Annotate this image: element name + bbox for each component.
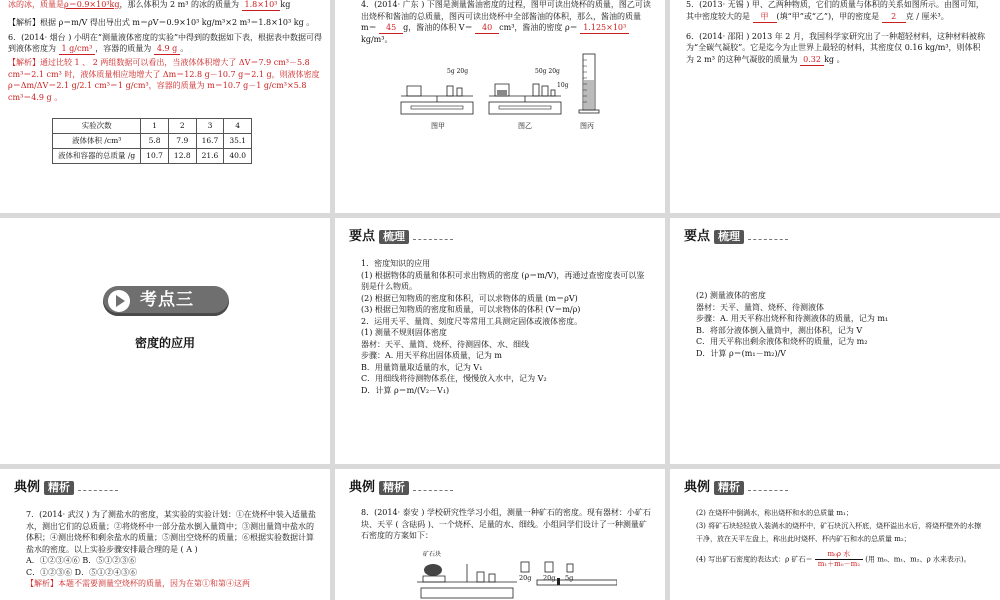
list-item: (1) 测量不规则固体密度	[361, 328, 447, 337]
step-3: (3) 将矿石块轻轻放入装满水的烧杯中，矿石块沉入杯底，烧杯溢出水后，将烧杯壁外的水擦干净，放在天平左盘上，称出此时烧杯、杯内矿石和水的总质量 m₂；	[696, 522, 982, 543]
table-cell: 4	[224, 119, 252, 134]
list-item: D．计算 ρ＝(m₁－m₂)/V	[696, 348, 786, 358]
list-item: C．用细线将待测物体系住，慢慢放入水中，记为 V₂	[361, 374, 547, 383]
q7-options-1: A．①②③④⑥ B．⑤①②③⑥	[26, 556, 137, 565]
section-header: 典例 精析	[14, 481, 118, 495]
answer-blank: 2	[882, 12, 906, 23]
denominator: m₁＋m₀－m₂	[817, 560, 861, 568]
table-row	[53, 149, 252, 164]
list-item: 1．密度知识的应用	[361, 259, 431, 268]
q7-analysis: 【解析】本题不需要测量空烧杯的质量，因为在第①和第④这两	[26, 579, 250, 588]
list-item: 步骤：A. 用天平称出烧杯和待测液体的质量，记为 m₁	[696, 314, 889, 323]
balance-figure	[417, 560, 517, 600]
slide-4	[0, 218, 330, 464]
answer-blank: 4.9 g	[154, 44, 180, 55]
slide-9	[670, 469, 1000, 600]
weight-label-b: 20g	[543, 574, 556, 582]
list-item: C．用天平称出剩余液体和烧杯的质量，记为 m₂	[696, 337, 868, 346]
q7-options-2: C．①②③⑥ D．⑤①②④③⑥	[26, 567, 138, 577]
table-row	[53, 119, 252, 134]
weight-label-a: 20g	[519, 574, 532, 582]
weights-and-scale	[517, 556, 617, 586]
key-points	[361, 258, 651, 396]
answer-blank: 甲	[753, 12, 777, 23]
q4-text: 4．(2014· 广东 ) 下图是测量酱油密度的过程，图甲可读出烧杯的质量，图乙可读出烧杯和酱油的总质量，图丙可读出烧杯中全部酱油的体积，那么，酱油的质量 m＝ 45 g，酱油的体积 V＝ 40 cm³，酱油的密度 ρ＝ 1.125×10³kg/m³。	[361, 0, 651, 44]
answer-blank: 45	[379, 23, 403, 34]
table-row	[53, 134, 252, 149]
q7-text: 7．(2014· 武汉 ) 为了测盐水的密度，某实验的实验计划：①在烧杯中装入适量盐水，测出它们的总质量；②将烧杯中一部分盐水倒入量筒中；③测出量筒中盐水的体积；④测出烧杯和剩余盐水的质量；⑤测出空烧杯的质量；⑥根据实验数据计算盐水的密度。以上实验步骤安排最合理的是 ( A )	[26, 510, 316, 554]
list-item: (2) 根据已知物质的密度和体积，可以求物体的质量 (m＝ρV)	[361, 293, 578, 303]
section-badge	[103, 286, 229, 316]
fig-caption-c: 图丙	[580, 122, 594, 130]
list-item: 步骤：A. 用天平称出固体质量，记为 m	[361, 351, 502, 360]
slide-7	[0, 469, 330, 600]
key-points	[696, 290, 986, 359]
slide-3	[670, 0, 1000, 213]
answer-blank: 1.125×10³	[580, 23, 629, 34]
section-header: 典例 精析	[349, 481, 453, 495]
table-cell: 16.7	[196, 134, 224, 149]
q6-text: 6．(2014· 烟台 ) 小明在“测量液体密度的实验”中得到的数据如下表，根据表中数据可得到液体密度为 1 g/cm³ ，容器的质量为 4.9 g 。	[8, 32, 323, 53]
table-cell: 液体体积 /cm³	[53, 134, 141, 149]
list-item: (2) 测量液体的密度	[696, 291, 766, 300]
weight-label-b: 50g 20g	[535, 68, 560, 75]
table-cell: 21.6	[196, 149, 224, 164]
cylinder-figure	[577, 52, 601, 116]
analysis-line: 【解析】根据 ρ＝m/V 得出导出式 m＝ρV＝0.9×10³ kg/m³×2 m³＝1.8×10³ kg 。	[8, 18, 315, 27]
table-cell: 40.0	[224, 149, 252, 164]
table-cell: 2	[168, 119, 196, 134]
list-item: 器材：天平、量筒、烧杯、待测固体、水、细线	[361, 339, 529, 349]
q5-line: 冰的冰，质量是ρ＝0.9×10³kg，那么体积为 2 m³ 的冰的质量为 1.8×10³ kg	[8, 0, 291, 9]
slide-8	[335, 469, 665, 600]
section-header: 典例 精析	[684, 481, 788, 495]
table-cell: 35.1	[224, 134, 252, 149]
step-2: (2) 在烧杯中倒满水，称出烧杯和水的总质量 m₁；	[696, 509, 853, 517]
list-item: B．用量筒量取适量的水，记为 V₁	[361, 362, 483, 372]
answer-blank: 1.8×10³	[242, 0, 281, 11]
play-icon	[108, 290, 130, 312]
step-4: (4) 写出矿石密度的表达式：ρ 矿石＝ m₀ρ 水 m₁＋m₀－m₂ (用 m₀、m₁、m₂、ρ 水来表示)。	[696, 550, 971, 568]
section-title: 考点三	[140, 290, 194, 311]
table-cell: 实验次数	[53, 119, 141, 134]
slide-1	[0, 0, 330, 213]
section-subtitle: 密度的应用	[134, 336, 195, 350]
fraction	[815, 550, 863, 569]
answer-blank: 1 g/cm³	[59, 44, 96, 55]
slide-6	[670, 218, 1000, 464]
list-item: 2．运用天平、量筒、刻度尺等常用工具测定固体或液体密度。	[361, 316, 583, 326]
list-item: 器材：天平、量筒、烧杯、待测液体	[696, 302, 824, 312]
fig-caption-a: 图甲	[431, 122, 445, 130]
table-cell: 液体和容器的总质量 /g	[53, 149, 141, 164]
weight-label-c: 10g	[557, 82, 569, 89]
answer-blank: 40	[475, 23, 499, 34]
numerator: m₀ρ 水	[815, 550, 863, 560]
section-header: 要点 梳理	[684, 230, 788, 244]
q6-text: 6．(2014· 邵阳 ) 2013 年 2 月，我国科学家研究出了一种超轻材料，这种材料被称为“全碳气凝胶”。它是迄今为止世界上最轻的材料，其密度仅 0.16 kg/m³，则体积为 2 m³ 的这种气凝胶的质量为 0.32 kg 。	[686, 31, 985, 64]
q6-analysis: 【解析】通过比较 1 、 2 两组数据可以看出，当液体体积增大了 ΔV＝7.9 cm³－5.8 cm³＝2.1 cm³ 时，液体质量相应地增大了 Δm＝12.8 g－10.7 g＝2.1 g，则液体密度 ρ＝Δm/ΔV＝2.1 g/2.1 cm³＝1 g/cm³，容器的质量为 m＝10.7 g－1 g/cm³×5.8 cm³＝4.9 g 。	[8, 58, 320, 102]
list-item: (1) 根据物体的质量和体积可求出物质的密度 (ρ＝m/V)，再通过查密度表可以鉴别是什么物质。	[361, 270, 645, 291]
data-table	[52, 118, 252, 164]
list-item: (3) 根据已知物质的密度和质量，可以求物体的体积 (V＝m/ρ)	[361, 305, 581, 314]
fig-caption-b: 图乙	[518, 122, 532, 130]
slide-5	[335, 218, 665, 464]
rock-label: 矿石块	[423, 551, 442, 558]
q8-text: 8．(2014· 泰安 ) 学校研究性学习小组，测量一种矿石的密度。现有器材：小矿石块、天平 ( 含砝码 )、一个烧杯、足量的水、细线。小组同学们设计了一种测量矿石密度的方案如下：	[361, 508, 651, 540]
table-cell: 7.9	[168, 134, 196, 149]
section-header: 要点 梳理	[349, 230, 453, 244]
table-cell: 3	[196, 119, 224, 134]
table-cell: 10.7	[141, 149, 169, 164]
q5-text: 5．(2013· 无锡 ) 甲、乙两种物质，它们的质量与体积的关系如图所示。由图可知，其中密度较大的是 甲 (填“甲”或“乙”)，甲的密度是 2 克 / 厘米³。	[686, 0, 984, 21]
weight-label-a: 5g 20g	[447, 68, 469, 75]
table-cell: 12.8	[168, 149, 196, 164]
answer-blank: 0.32	[800, 55, 824, 66]
weight-label-c: 5g	[565, 574, 574, 582]
table-cell: 1	[141, 119, 169, 134]
list-item: B．将部分液体倒入量筒中，测出体积，记为 V	[696, 325, 863, 335]
table-cell: 5.8	[141, 134, 169, 149]
list-item: D．计算 ρ＝m/(V₂－V₁)	[361, 385, 450, 395]
slide-2	[335, 0, 665, 213]
